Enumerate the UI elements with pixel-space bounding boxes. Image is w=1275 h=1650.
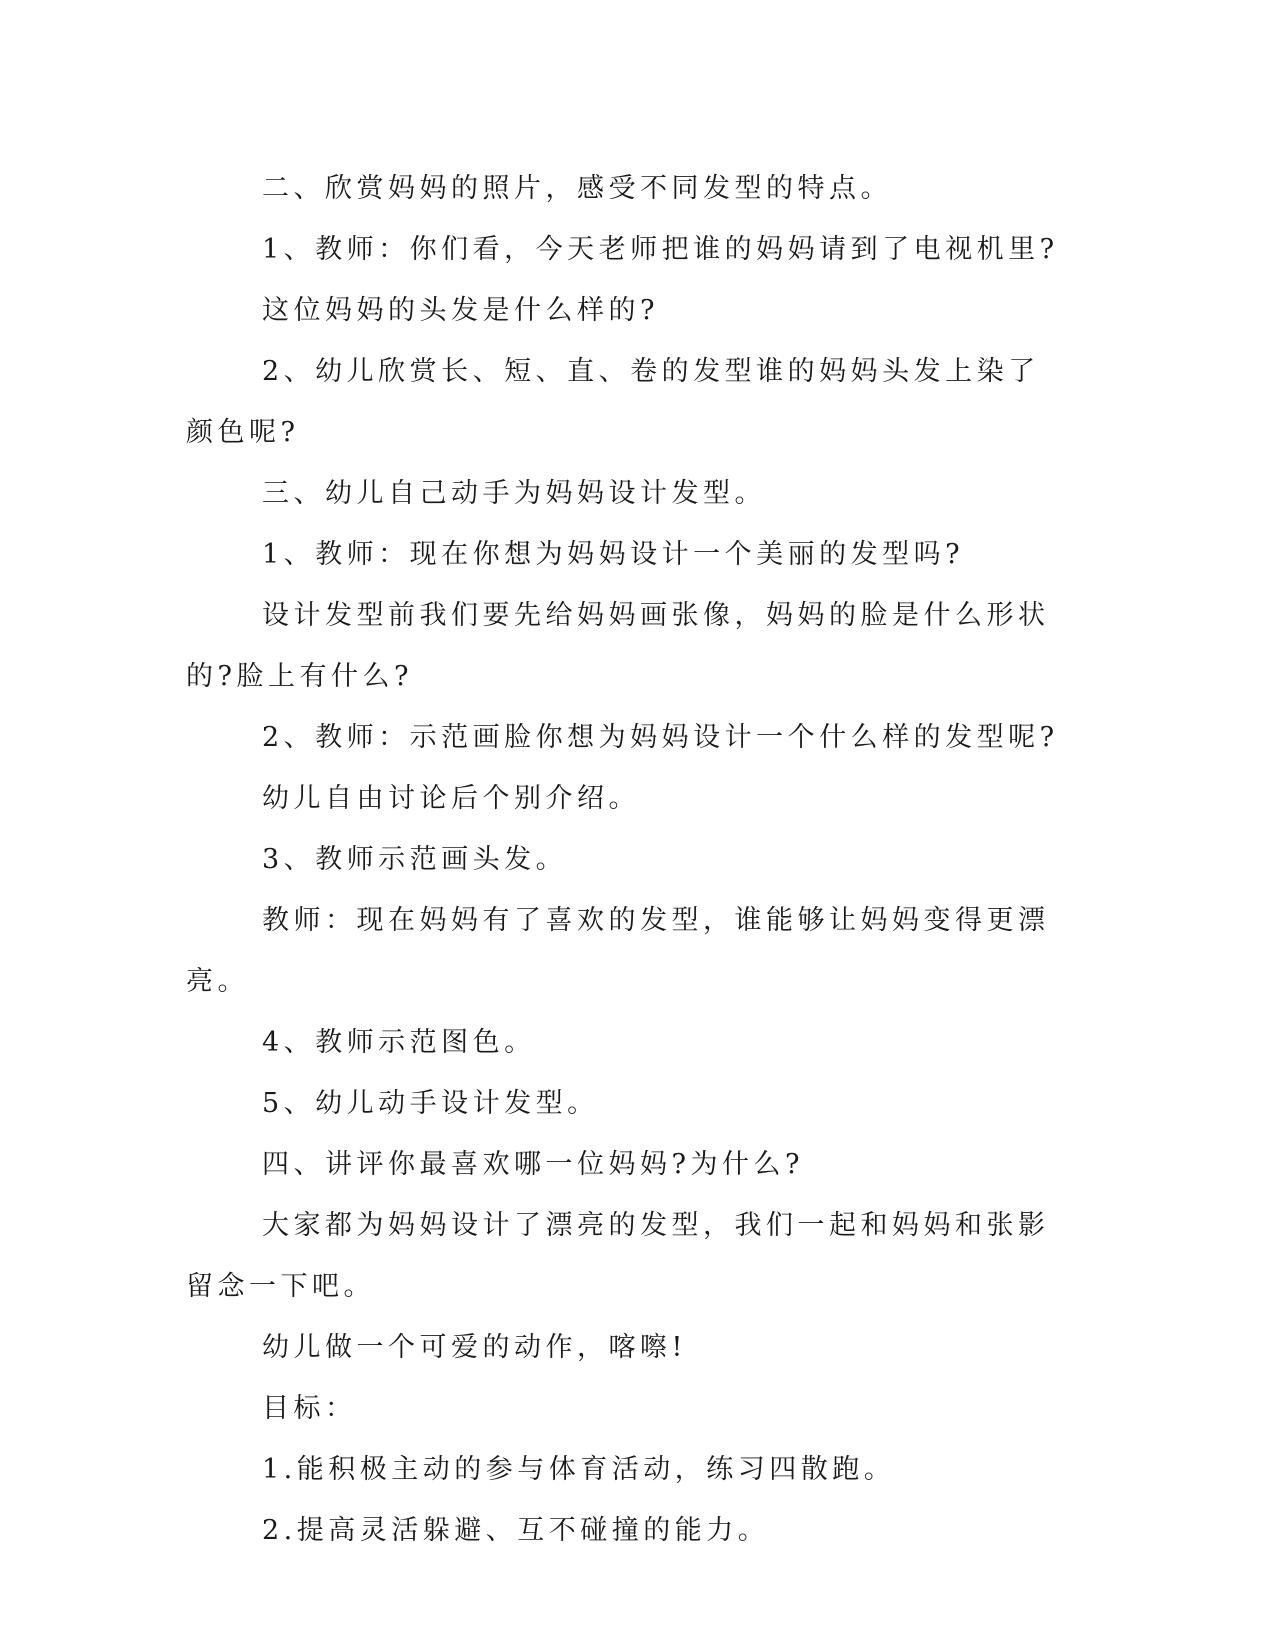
- paragraph: 大家都为妈妈设计了漂亮的发型，我们一起和妈妈和张影留念一下吧。: [186, 1210, 1050, 1302]
- paragraph: 1、教师：现在你想为妈妈设计一个美丽的发型吗?: [262, 539, 965, 570]
- paragraph: 教师：现在妈妈有了喜欢的发型，谁能够让妈妈变得更漂亮。: [186, 905, 1050, 997]
- paragraph: 1、教师：你们看，今天老师把谁的妈妈请到了电视机里?: [262, 234, 1059, 265]
- paragraph-section-2-heading: 二、欣赏妈妈的照片，感受不同发型的特点。: [262, 173, 892, 204]
- paragraph: 3、教师示范画头发。: [262, 844, 568, 875]
- paragraph-section-3-heading: 三、幼儿自己动手为妈妈设计发型。: [262, 478, 766, 509]
- paragraph: 2、幼儿欣赏长、短、直、卷的发型谁的妈妈头发上染了颜色呢?: [186, 356, 1040, 448]
- paragraph: 4、教师示范图色。: [262, 1027, 536, 1058]
- paragraph: 幼儿做一个可爱的动作，喀嚓!: [262, 1332, 687, 1363]
- paragraph: 5、幼儿动手设计发型。: [262, 1088, 599, 1119]
- paragraph-goal-item: 2.提高灵活躲避、互不碰撞的能力。: [262, 1515, 770, 1546]
- paragraph-goal-item: 1.能积极主动的参与体育活动，练习四散跑。: [262, 1454, 896, 1485]
- document-body: [186, 158, 1066, 1561]
- paragraph: 设计发型前我们要先给妈妈画张像，妈妈的脸是什么形状的?脸上有什么?: [186, 600, 1050, 692]
- paragraph: 这位妈妈的头发是什么样的?: [262, 295, 659, 326]
- paragraph: 2、教师：示范画脸你想为妈妈设计一个什么样的发型呢?: [262, 722, 1059, 753]
- paragraph-section-4-heading: 四、讲评你最喜欢哪一位妈妈?为什么?: [262, 1149, 804, 1180]
- paragraph: 幼儿自由讨论后个别介绍。: [262, 783, 640, 814]
- paragraph-goals-heading: 目标：: [262, 1393, 357, 1424]
